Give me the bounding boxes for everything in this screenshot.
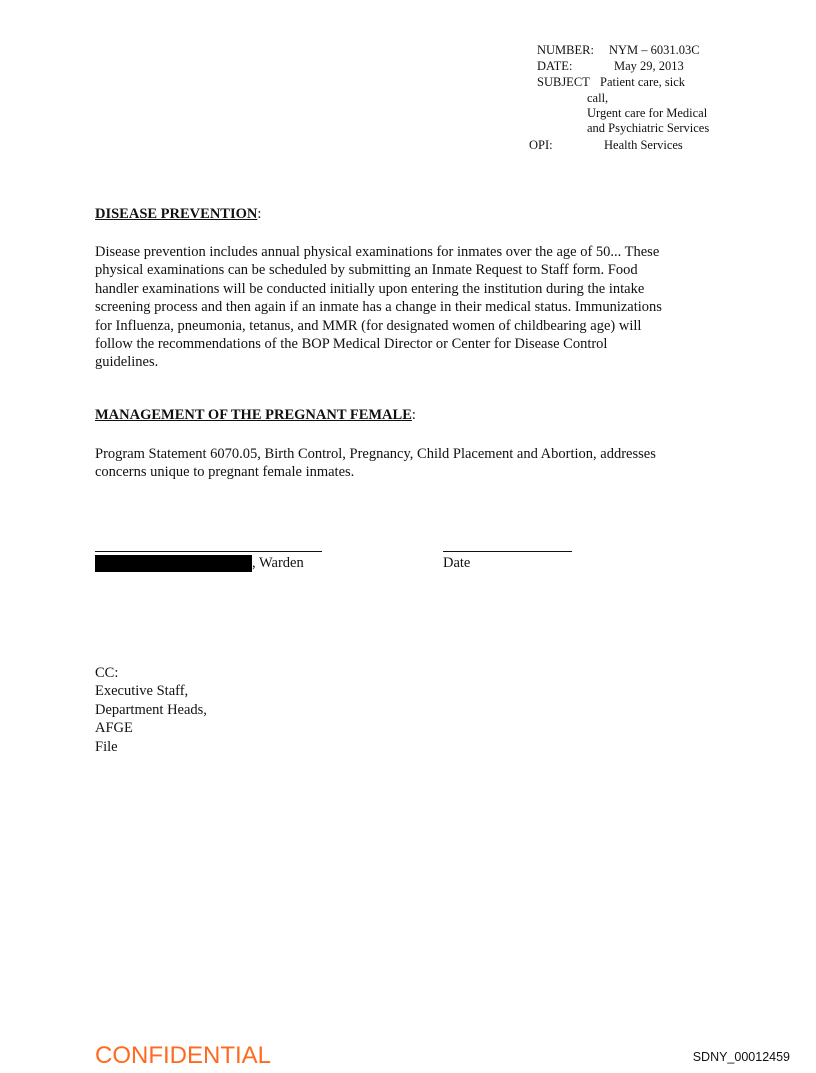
disease-prevention-colon: :: [257, 206, 262, 222]
paragraph-line: follow the recommendations of the BOP Medical Director or Center for Disease Control: [95, 336, 608, 353]
header-subject-line2: call,: [587, 91, 609, 105]
confidential-stamp: CONFIDENTIAL: [95, 1042, 272, 1069]
cc-recipient: Executive Staff,: [95, 683, 189, 700]
pregnant-female-colon: :: [411, 407, 416, 423]
pregnant-female-title: [95, 407, 416, 424]
disease-prevention-title: [95, 206, 261, 223]
warden-label: , Warden: [252, 555, 304, 571]
date-label: Date: [443, 555, 471, 571]
header-subject-line3: Urgent care for Medical: [587, 106, 708, 120]
paragraph-line: concerns unique to pregnant female inmates.: [95, 464, 355, 481]
cc-label: CC:: [95, 665, 119, 681]
paragraph-line: physical examinations can be scheduled by submitting an Inmate Request to Staff form. Food: [95, 262, 638, 279]
header-opi-label: OPI:: [529, 138, 553, 152]
header-date-value: May 29, 2013: [614, 59, 684, 73]
paragraph-line: screening process and then again if an inmate has a change in their medical status. Immunizations: [95, 299, 662, 316]
header-opi-value: Health Services: [604, 138, 683, 152]
paragraph-line: Program Statement 6070.05, Birth Control, Pregnancy, Child Placement and Abortion, addresses: [95, 446, 656, 462]
cc-recipient: AFGE: [95, 720, 133, 737]
header-subject-label: SUBJECT: [537, 75, 590, 89]
pregnant-female-heading: MANAGEMENT OF THE PREGNANT FEMALE: [95, 407, 412, 423]
header-subject-line4: and Psychiatric Services: [587, 121, 710, 135]
paragraph-line: Disease prevention includes annual physical examinations for inmates over the age of 50... These: [95, 244, 660, 260]
paragraph-line: handler examinations will be conducted initially upon entering the institution during the intake: [95, 280, 645, 297]
warden-signature-line: [95, 551, 322, 552]
date-signature-line: [443, 551, 572, 552]
header-subject-line1: Patient care, sick: [600, 75, 686, 89]
cc-recipient: File: [95, 738, 118, 755]
header-number-value: NYM – 6031.03C: [609, 43, 700, 57]
paragraph-line: guidelines.: [95, 354, 159, 371]
pregnant-female-paragraph: [95, 445, 725, 482]
header-date-label: DATE:: [537, 59, 573, 73]
redacted-name: [95, 555, 252, 572]
paragraph-line: for Influenza, pneumonia, tetanus, and MMR (for designated women of childbearing age) will: [95, 317, 642, 334]
disease-prevention-heading: DISEASE PREVENTION: [95, 206, 258, 222]
cc-recipient: Department Heads,: [95, 701, 207, 718]
header-number-label: NUMBER:: [537, 43, 594, 57]
bates-number: SDNY_00012459: [692, 1050, 790, 1064]
cc-block: [95, 664, 207, 756]
disease-prevention-paragraph: [95, 243, 725, 372]
